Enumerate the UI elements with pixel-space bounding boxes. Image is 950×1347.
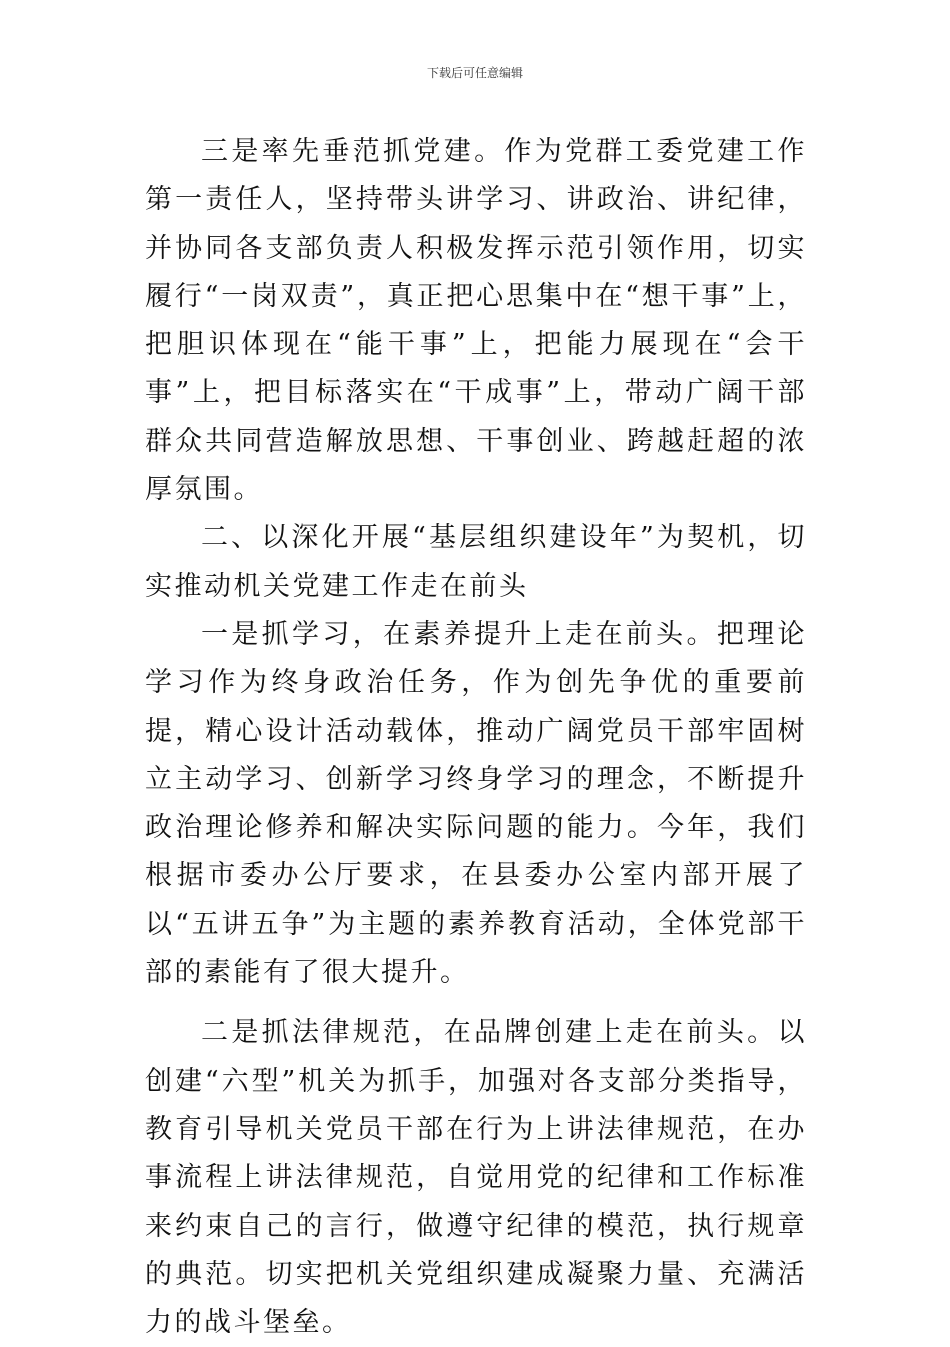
paragraph-legal-norms: 二是抓法律规范，在品牌创建上走在前头。以创建“六型”机关为抓手，加强对各支部分类指导，教育引导机关党员干部在行为上讲法律规范，在办事流程上讲法律规范，自觉用党的纪律和工作标准来约束自己的言行，做遵守纪律的模范，执行规章的典范。切实把机关党组织建成凝聚力量、充满活力的战斗堡垒。 — [145, 1017, 807, 1339]
paragraph-party-building-leadership: 三是率先垂范抓党建。作为党群工委党建工作第一责任人，坚持带头讲学习、讲政治、讲纪律，并协同各支部负责人积极发挥示范引领作用，切实履行“一岗双责”，真正把心思集中在“想干事”上，把胆识体现在“能干事”上，把能力展现在“会干事”上，把目标落实在“干成事”上，带动广阔干部群众共同营造解放思想、干事创业、跨越赶超的浓厚氛围。 — [145, 136, 807, 506]
section-heading-two: 二、以深化开展“基层组织建设年”为契机，切实推动机关党建工作走在前头 — [145, 522, 807, 602]
page-header: 下载后可任意编辑 — [426, 66, 523, 80]
document-body — [145, 128, 807, 1347]
paragraph-study: 一是抓学习，在素养提升上走在前头。把理论学习作为终身政治任务，作为创先争优的重要前提，精心设计活动载体，推动广阔党员干部牢固树立主动学习、创新学习终身学习的理念，不断提升政治理论修养和解决实际问题的能力。今年，我们根据市委办公厅要求，在县委办公室内部开展了以“五讲五争”为主题的素养教育活动，全体党部干部的素能有了很大提升。 — [145, 618, 807, 989]
